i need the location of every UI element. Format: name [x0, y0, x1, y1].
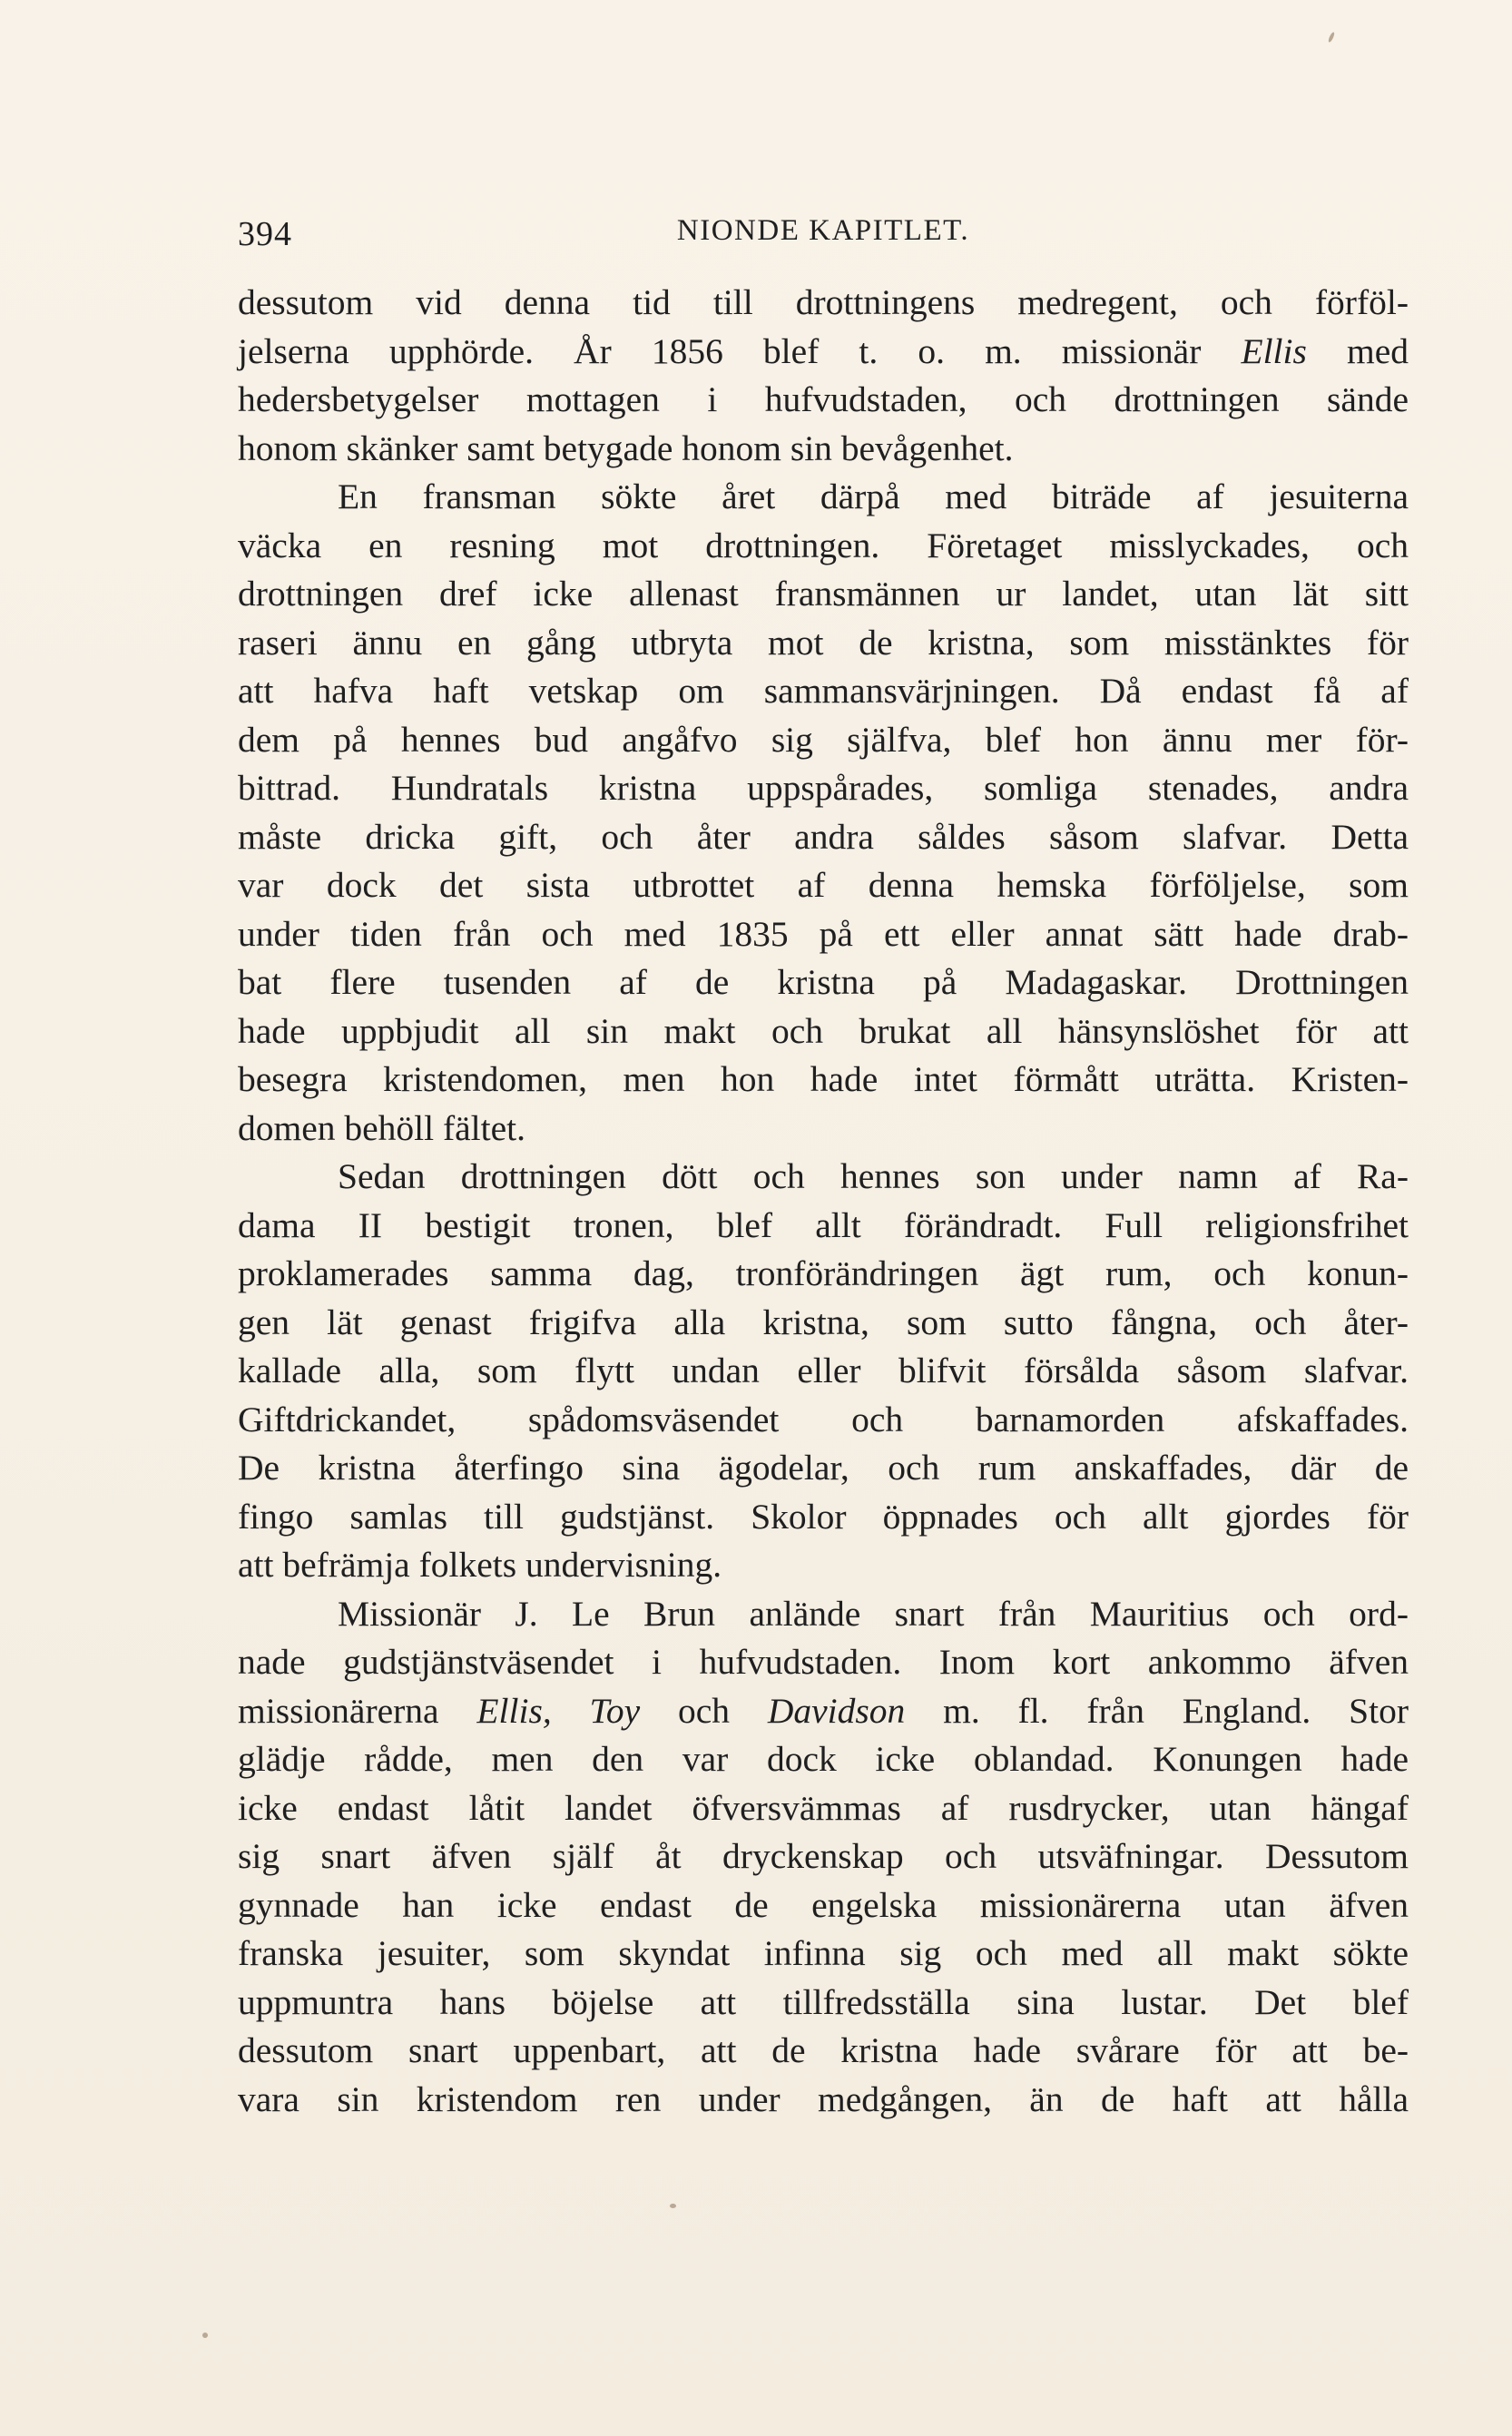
text-line	[238, 1979, 1409, 2028]
text-line	[238, 764, 1409, 813]
text-line	[238, 1881, 1409, 1930]
text-line	[238, 1105, 1409, 1154]
text-run: vara sin kristendom ren under medgången, än de haft att hålla	[238, 2078, 1409, 2119]
text-line	[238, 1541, 1409, 1590]
text-line	[238, 1735, 1409, 1784]
text-run: väcka en resning mot drottningen. Företaget misslyckades, och	[238, 525, 1409, 565]
text-line	[238, 570, 1409, 619]
text-run: kallade alla, som flytt undan eller blifvit försålda såsom slafvar.	[238, 1351, 1409, 1390]
text-run: med	[1306, 330, 1409, 371]
text-line	[238, 1299, 1409, 1348]
text-run: dama II bestigit tronen, blef allt förändradt. Full religionsfrihet	[238, 1204, 1409, 1245]
text-line	[238, 1493, 1409, 1542]
text-run: Missionär J. Le Brun anlände snart från Mauritius och ord-	[338, 1593, 1409, 1634]
text-line	[238, 522, 1409, 571]
text-line	[238, 1638, 1409, 1687]
text-run: bat flere tusenden af de kristna på Madagaskar. Drottningen	[238, 962, 1409, 1002]
paper-speck	[202, 2333, 208, 2338]
text-line	[238, 279, 1409, 328]
text-line	[238, 1784, 1409, 1833]
text-run: jelserna upphörde. År 1856 blef t. o. m. missionär	[238, 330, 1242, 371]
text-run: missionärerna	[238, 1690, 477, 1731]
text-run: hade uppbjudit all sin makt och brukat all hänsynslöshet för att	[238, 1010, 1409, 1051]
text-run: gynnade han icke endast de engelska missionärerna utan äfven	[238, 1884, 1409, 1925]
text-line	[238, 1590, 1409, 1639]
italic-name: Ellis	[1241, 330, 1307, 371]
text-run: En fransman sökte året därpå med biträde af jesuiterna	[338, 476, 1409, 516]
text-line	[238, 2027, 1409, 2076]
text-run: att befrämja folkets undervisning.	[238, 1545, 722, 1585]
text-run: besegra kristendomen, men hon hade intet förmått uträtta. Kristen-	[238, 1059, 1409, 1099]
page-header	[238, 211, 1409, 265]
text-line	[238, 667, 1409, 716]
text-line	[238, 716, 1409, 765]
text-run: att hafva haft vetskap om sammansvärjningen. Då endast få af	[238, 671, 1409, 711]
text-line	[238, 958, 1409, 1007]
text-line	[238, 1202, 1409, 1251]
running-head: NIONDE KAPITLET.	[676, 214, 970, 247]
page-number: 394	[238, 215, 292, 253]
text-run: hedersbetygelser mottagen i hufvudstaden, och drottningen sände	[238, 379, 1409, 419]
text-run: uppmuntra hans böjelse att tillfredsställa sina lustar. Det blef	[238, 1981, 1409, 2022]
text-run: fingo samlas till gudstjänst. Skolor öppnades och allt gjordes för	[238, 1496, 1409, 1537]
text-run: och	[640, 1690, 768, 1731]
text-run: dem på hennes bud angåfvo sig själfva, blef hon ännu mer för-	[238, 719, 1409, 760]
text-run: icke endast låtit landet öfversvämmas af rusdrycker, utan hängaf	[238, 1787, 1409, 1828]
text-line	[238, 376, 1409, 425]
text-run: nade gudstjänstväsendet i hufvudstaden. Inom kort ankommo äfven	[238, 1642, 1409, 1682]
text-run: dessutom snart uppenbart, att de kristna hade svårare för att be-	[238, 2030, 1409, 2070]
italic-name: Davidson	[767, 1690, 906, 1731]
paper-speck	[670, 2204, 676, 2208]
body-text	[238, 279, 1409, 2124]
text-run: proklamerades samma dag, tronförändringen ägt rum, och konun-	[238, 1253, 1409, 1293]
paper-speck	[1328, 32, 1336, 44]
text-run: under tiden från och med 1835 på ett eller annat sätt hade drab-	[238, 913, 1409, 954]
text-line	[238, 1444, 1409, 1493]
text-line	[238, 1153, 1409, 1202]
text-run: måste dricka gift, och åter andra såldes såsom slafvar. Detta	[238, 816, 1409, 857]
text-line	[238, 1687, 1409, 1736]
text-line	[238, 619, 1409, 668]
text-run: franska jesuiter, som skyndat infinna sig och med all makt sökte	[238, 1933, 1409, 1973]
text-line	[238, 1056, 1409, 1105]
text-line	[238, 473, 1409, 522]
text-line	[238, 1007, 1409, 1056]
text-line	[238, 910, 1409, 959]
text-run: dessutom vid denna tid till drottningens medregent, och förföl-	[238, 282, 1409, 322]
text-line	[238, 1347, 1409, 1396]
text-run: sig snart äfven själf åt dryckenskap och utsväfningar. Dessutom	[238, 1836, 1409, 1876]
text-line	[238, 813, 1409, 862]
text-line	[238, 1250, 1409, 1299]
text-run: domen behöll fältet.	[238, 1107, 526, 1148]
text-line	[238, 1396, 1409, 1445]
text-line	[238, 1832, 1409, 1881]
text-run: Sedan drottningen dött och hennes son under namn af Ra-	[338, 1156, 1409, 1196]
text-run: raseri ännu en gång utbryta mot de kristna, som misstänktes för	[238, 622, 1409, 663]
text-line	[238, 328, 1409, 377]
text-run: gen lät genast frigifva alla kristna, som sutto fångna, och åter-	[238, 1301, 1409, 1342]
text-run: var dock det sista utbrottet af denna hemska förföljelse, som	[238, 865, 1409, 905]
text-run: De kristna återfingo sina ägodelar, och rum anskaffades, där de	[238, 1448, 1409, 1488]
text-run: drottningen dref icke allenast fransmännen ur landet, utan lät sitt	[238, 574, 1409, 614]
text-line	[238, 425, 1409, 474]
text-run: m. fl. från England. Stor	[905, 1690, 1409, 1731]
text-run: glädje rådde, men den var dock icke oblandad. Konungen hade	[238, 1739, 1409, 1779]
text-run: bittrad. Hundratals kristna uppspårades, somliga stenades, andra	[238, 768, 1409, 808]
italic-name: Ellis, Toy	[476, 1690, 641, 1731]
text-run: honom skänker samt betygade honom sin bevågenhet.	[238, 427, 1014, 468]
text-line	[238, 2076, 1409, 2125]
text-line	[238, 1930, 1409, 1979]
text-run: Giftdrickandet, spådomsväsendet och barnamorden afskaffades.	[238, 1399, 1409, 1439]
text-line	[238, 861, 1409, 910]
